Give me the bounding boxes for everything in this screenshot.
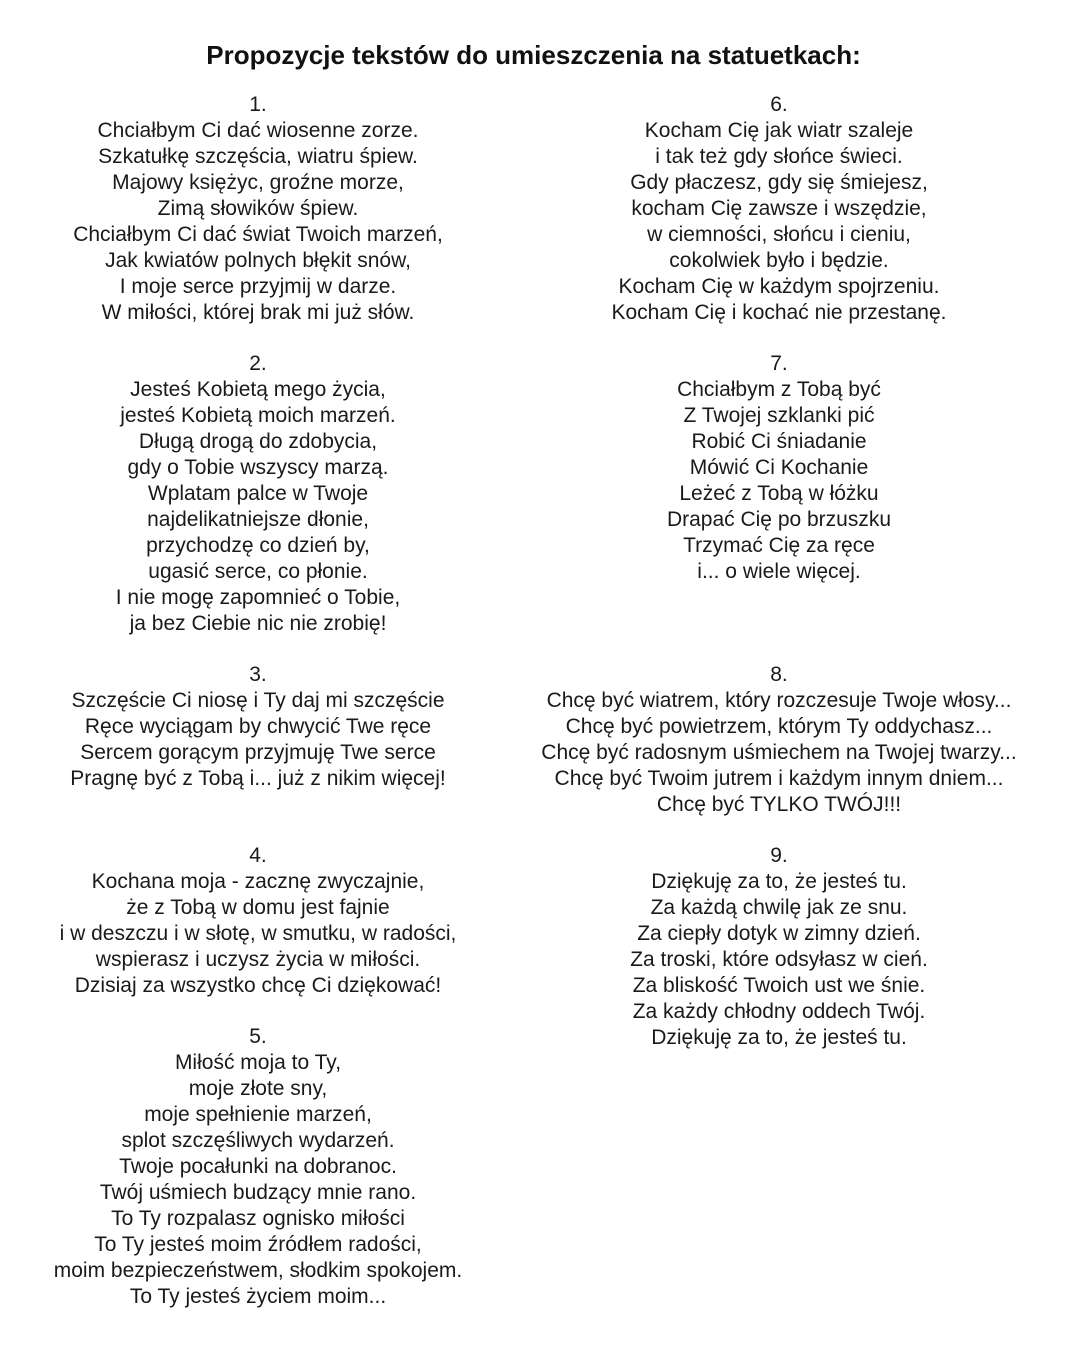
poem-line: gdy o Tobie wszyscy marzą. (127, 456, 389, 479)
poem-line: Majowy księżyc, groźne morze, (112, 171, 404, 194)
poem-line: jesteś Kobietą moich marzeń. (120, 404, 396, 427)
poem-line: ugasić serce, co płonie. (148, 560, 368, 583)
poem-line: Chcę być powietrzem, którym Ty oddychasz... (565, 715, 993, 738)
poem-number: 8. (770, 663, 788, 686)
poem-line: Twój uśmiech budzący mnie rano. (99, 1181, 417, 1204)
poem-line: Gdy płaczesz, gdy się śmiejesz, (630, 171, 928, 194)
poem-line: i... o wiele więcej. (697, 560, 861, 583)
poem-line: Mówić Ci Kochanie (689, 456, 869, 479)
poem-line: Kocham Cię jak wiatr szaleje (644, 119, 914, 142)
poem-line: To Ty rozpalasz ognisko miłości (111, 1207, 405, 1230)
poem-line: Robić Ci śniadanie (691, 430, 867, 453)
poem-line: Chcę być radosnym uśmiechem na Twojej twarzy... (541, 741, 1017, 764)
poem-line: cokolwiek było i będzie. (669, 249, 889, 272)
poem-6 (516, 92, 1042, 326)
poem-line: Kocham Cię i kochać nie przestanę. (611, 301, 947, 324)
poem-line: Chcę być Twoim jutrem i każdym innym dniem... (554, 767, 1004, 790)
page-title: Propozycje tekstów do umieszczenia na statuetkach: (206, 40, 861, 71)
poem-line: w ciemności, słońcu i cieniu, (647, 223, 911, 246)
poem-line: kocham Cię zawsze i wszędzie, (631, 197, 927, 220)
poem-line: moje złote sny, (188, 1077, 328, 1100)
poem-number: 3. (249, 663, 267, 686)
poem-line: Chcę być wiatrem, który rozczesuje Twoje włosy... (546, 689, 1012, 712)
poem-number: 1. (249, 93, 267, 116)
poem-line: Za troski, które odsyłasz w cień. (630, 948, 928, 971)
poem-line: Kocham Cię w każdym spojrzeniu. (618, 275, 940, 298)
poem-2 (0, 351, 516, 637)
poem-number: 5. (249, 1025, 267, 1048)
poem-line: że z Tobą w domu jest fajnie (126, 896, 390, 919)
poem-line: Za każdy chłodny oddech Twój. (632, 1000, 926, 1023)
poem-line: Chciałbym Ci dać wiosenne zorze. (97, 119, 419, 142)
poem-number: 4. (249, 844, 267, 867)
poem-line: wspierasz i uczysz życia w miłości. (95, 948, 421, 971)
poem-line: Długą drogą do zdobycia, (138, 430, 378, 453)
poem-3 (0, 662, 516, 792)
poem-number: 6. (770, 93, 788, 116)
poem-line: I moje serce przyjmij w darze. (119, 275, 397, 298)
poem-line: Szczęście Ci niosę i Ty daj mi szczęście (71, 689, 445, 712)
poem-line: Pragnę być z Tobą i... już z nikim więcej! (70, 767, 446, 790)
poem-line: moim bezpieczeństwem, słodkim spokojem. (53, 1259, 463, 1282)
poem-line: Drapać Cię po brzuszku (666, 508, 892, 531)
poem-line: W miłości, której brak mi już słów. (101, 301, 415, 324)
poem-line: Dziękuję za to, że jesteś tu. (651, 1026, 907, 1049)
poem-number: 2. (249, 352, 267, 375)
poem-line: Leżeć z Tobą w łóżku (679, 482, 879, 505)
poem-line: Dzisiaj za wszystko chcę Ci dziękować! (74, 974, 442, 997)
poem-line: Za każdą chwilę jak ze snu. (650, 896, 908, 919)
poem-line: To Ty jesteś moim źródłem radości, (94, 1233, 422, 1256)
poem-line: Chciałbym Ci dać świat Twoich marzeń, (73, 223, 443, 246)
poem-line: Chciałbym z Tobą być (677, 378, 881, 401)
poem-number: 9. (770, 844, 788, 867)
poem-1 (0, 92, 516, 326)
poem-4 (0, 843, 516, 999)
poem-line: Sercem gorącym przyjmuję Twe serce (80, 741, 436, 764)
poem-line: Dziękuję za to, że jesteś tu. (651, 870, 907, 893)
poem-line: moje spełnienie marzeń, (144, 1103, 372, 1126)
poem-line: ja bez Ciebie nic nie zrobię! (129, 612, 387, 635)
poem-line: i tak też gdy słońce świeci. (655, 145, 903, 168)
poem-line: Miłość moja to Ty, (174, 1051, 342, 1074)
poem-number: 7. (770, 352, 788, 375)
poem-line: Z Twojej szklanki pić (683, 404, 875, 427)
poem-7 (516, 351, 1042, 585)
poem-line: Wplatam palce w Twoje (147, 482, 369, 505)
poem-line: I nie mogę zapomnieć o Tobie, (115, 586, 401, 609)
poem-9 (516, 843, 1042, 1051)
poem-line: i w deszczu i w słotę, w smutku, w radości, (59, 922, 457, 945)
poem-line: Szkatułkę szczęścia, wiatru śpiew. (98, 145, 418, 168)
poem-line: Chcę być TYLKO TWÓJ!!! (656, 793, 902, 816)
poem-line: Jak kwiatów polnych błękit snów, (105, 249, 411, 272)
poem-line: Za ciepły dotyk w zimny dzień. (637, 922, 921, 945)
poem-line: Twoje pocałunki na dobranoc. (119, 1155, 397, 1178)
poem-line: Ręce wyciągam by chwycić Twe ręce (84, 715, 432, 738)
poem-line: Za bliskość Twoich ust we śnie. (632, 974, 926, 997)
poem-8 (516, 662, 1042, 818)
poem-5 (0, 1024, 516, 1310)
poem-line: przychodzę co dzień by, (146, 534, 370, 557)
poem-line: Jesteś Kobietą mego życia, (130, 378, 386, 401)
poem-line: Trzymać Cię za ręce (683, 534, 875, 557)
poem-line: splot szczęśliwych wydarzeń. (121, 1129, 395, 1152)
poem-line: najdelikatniejsze dłonie, (147, 508, 369, 531)
poem-line: Kochana moja - zacznę zwyczajnie, (91, 870, 425, 893)
poem-line: Zimą słowików śpiew. (157, 197, 359, 220)
poem-line: To Ty jesteś życiem moim... (129, 1285, 387, 1308)
